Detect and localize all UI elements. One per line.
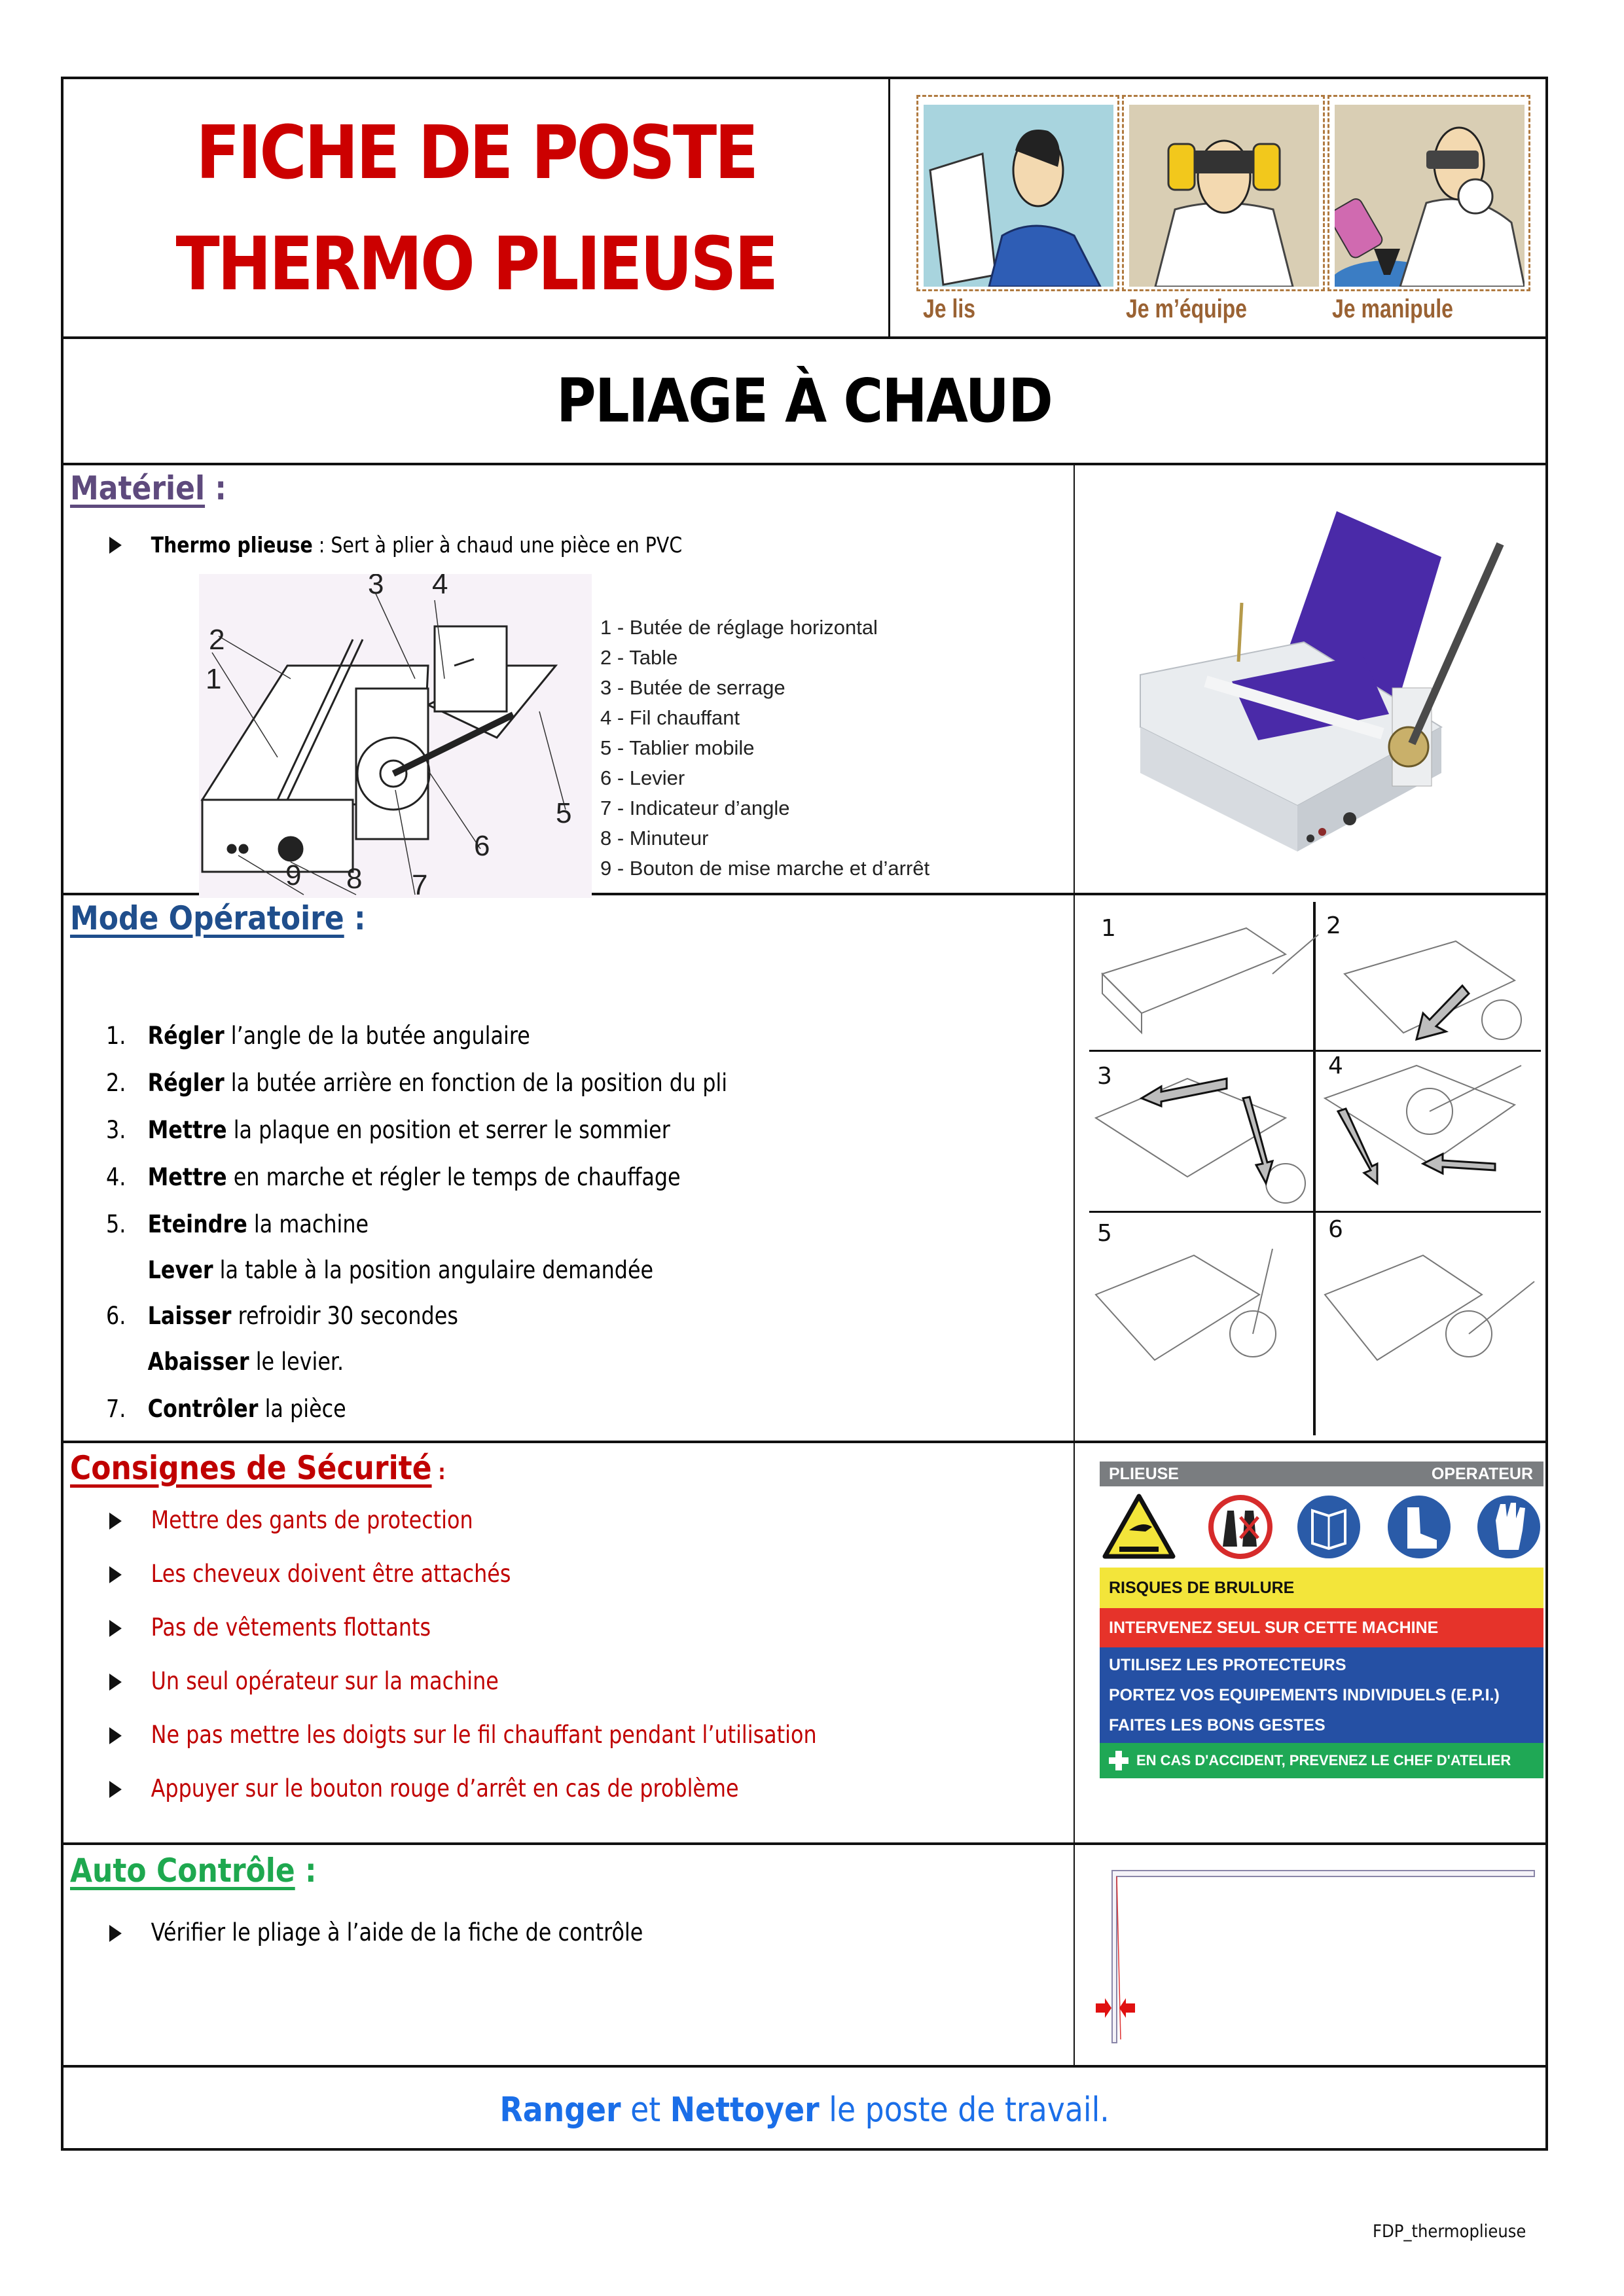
sign-prohibition-text: INTERVENEZ SEUL SUR CETTE MACHINE: [1109, 1618, 1439, 1637]
closing-rest: le poste de travail.: [819, 2090, 1110, 2130]
bend-check-diagram: [1083, 1846, 1541, 2062]
header-divider: [888, 79, 890, 338]
pictogram-read: [916, 95, 1119, 291]
heading-colon: :: [295, 1852, 317, 1890]
legend-item: 4 - Fil chauffant: [600, 706, 740, 729]
pictogram-label: Je lis: [923, 295, 976, 323]
diagram-callout: 3: [368, 574, 384, 600]
steps-illustration: [1089, 902, 1541, 1435]
operation-title-text: PLIAGE À CHAUD: [556, 366, 1053, 436]
step-text: la table à la position angulaire demandée: [213, 1256, 654, 1284]
sign-emergency-band: [1100, 1743, 1543, 1778]
sign-mandatory-band: [1100, 1647, 1543, 1743]
step-item: [106, 1022, 530, 1050]
sign-mandatory-text: UTILISEZ LES PROTECTEURS: [1109, 1655, 1346, 1674]
step-verb: Eteindre: [147, 1210, 247, 1238]
safety-sign: [1092, 1460, 1543, 1831]
step-verb: Régler: [147, 1069, 225, 1097]
step-verb: Régler: [147, 1022, 225, 1050]
arrow-bullet-icon: [109, 1513, 122, 1530]
safety-boots-icon: [1388, 1496, 1451, 1558]
steps-figure: [1089, 902, 1541, 1435]
arrow-bullet-icon: [109, 1566, 122, 1583]
step-verb: Mettre: [147, 1163, 227, 1191]
step-arrow-icon: [1423, 1154, 1495, 1174]
diagram-callout: 1: [206, 663, 222, 695]
title-line-2: THERMO PLIEUSE: [175, 221, 776, 307]
safety-item-text: Les cheveux doivent être attachés: [151, 1560, 511, 1588]
thermo-plieuse-photo: [1101, 492, 1526, 865]
sign-prohibition-band: [1100, 1608, 1543, 1647]
sign-header-right: OPERATEUR: [1431, 1464, 1533, 1483]
job-sheet-table: [61, 77, 1548, 2151]
step-verb: Mettre: [147, 1116, 227, 1144]
step-arrow-icon: [1416, 986, 1469, 1039]
sign-header-left: PLIEUSE: [1109, 1464, 1179, 1483]
row-divider: [63, 1441, 1545, 1443]
putting-on-goggles-icon: [1129, 105, 1319, 287]
safety-item: [109, 1613, 431, 1641]
step-item: [106, 1302, 458, 1330]
step-number: 3.: [106, 1116, 126, 1144]
step-number: 7.: [106, 1395, 126, 1423]
row-divider: [63, 2065, 1545, 2068]
legend-item: 1 - Butée de réglage horizontal: [600, 616, 878, 639]
pictogram-label: Je manipule: [1332, 295, 1453, 323]
legend-item: 3 - Butée de serrage: [600, 676, 785, 699]
diagram-callout: 8: [346, 863, 363, 895]
step-item: [106, 1069, 727, 1097]
safety-item-text: Un seul opérateur sur la machine: [151, 1667, 499, 1695]
no-two-persons-icon: [1211, 1498, 1270, 1556]
step-text: en marche et régler le temps de chauffage: [226, 1163, 681, 1191]
panel-number: 1: [1101, 915, 1116, 942]
legend-item: 7 - Indicateur d’angle: [600, 797, 790, 819]
safety-item: [109, 1667, 499, 1695]
operation-title: [63, 338, 1545, 464]
safety-item-text: Pas de vêtements flottants: [151, 1613, 431, 1641]
step-text: l’angle de la butée angulaire: [224, 1022, 530, 1050]
diagram-callout: 4: [432, 574, 448, 600]
safety-item: [109, 1506, 473, 1534]
step-arrow-icon: [1338, 1109, 1377, 1183]
document-reference: FDP_thermoplieuse: [1373, 2221, 1526, 2242]
step-text: la butée arrière en fonction de la position du pli: [224, 1069, 728, 1097]
securite-heading: [70, 1449, 446, 1487]
pictogram-label: Je m’équipe: [1126, 295, 1247, 323]
arrow-bullet-icon: [109, 1925, 122, 1942]
arrow-bullet-icon: [109, 537, 122, 554]
step-item: [106, 1210, 369, 1238]
step-verb: Contrôler: [147, 1395, 259, 1423]
step-text: la plaque en position et serrer le sommier: [226, 1116, 670, 1144]
panel-number: 2: [1326, 912, 1341, 939]
step-item: [106, 1348, 344, 1376]
step-text: la machine: [247, 1210, 369, 1238]
diagram-callout: 7: [412, 869, 428, 898]
sheet-title: [63, 79, 888, 338]
handling-chemicals-icon: [1335, 105, 1525, 287]
sign-warning-band: [1100, 1568, 1543, 1608]
safety-item-text: Ne pas mettre les doigts sur le fil chauffant pendant l’utilisation: [151, 1721, 817, 1749]
arrow-bullet-icon: [109, 1727, 122, 1744]
arrow-bullet-icon: [109, 1674, 122, 1691]
mode-heading-text: Mode Opératoire: [70, 899, 344, 937]
step-arrow-icon: [1142, 1079, 1227, 1106]
step-item: [106, 1256, 653, 1284]
step-text: le levier.: [249, 1348, 344, 1376]
closing-conj: et: [621, 2090, 670, 2130]
panel-number: 4: [1328, 1052, 1343, 1079]
step-verb: Abaisser: [147, 1348, 249, 1376]
sign-emergency-text: EN CAS D'ACCIDENT, PREVENEZ LE CHEF D'ATELIER: [1136, 1752, 1511, 1768]
heading-colon: :: [205, 469, 226, 507]
sign-icons: [1100, 1491, 1543, 1563]
reading-document-icon: [924, 105, 1113, 287]
read-manual-icon: [1297, 1496, 1360, 1558]
row-divider: [63, 1842, 1545, 1845]
auto-controle-text: Vérifier le pliage à l’aide de la fiche de contrôle: [151, 1918, 643, 1946]
closing-message: [63, 2069, 1545, 2151]
sign-mandatory-text: FAITES LES BONS GESTES: [1109, 1715, 1326, 1734]
heading-colon: :: [431, 1460, 446, 1484]
materiel-heading: [70, 469, 226, 507]
step-number: 5.: [106, 1210, 126, 1238]
legend-item: 2 - Table: [600, 646, 678, 669]
closing-verb-1: Ranger: [499, 2090, 621, 2130]
securite-heading-text: Consignes de Sécurité: [70, 1449, 432, 1487]
closing-verb-2: Nettoyer: [670, 2090, 820, 2130]
sign-header: [1100, 1462, 1543, 1486]
materiel-item-name: Thermo plieuse: [151, 532, 313, 558]
panel-number: 3: [1097, 1063, 1112, 1090]
arrow-bullet-icon: [109, 1620, 122, 1637]
step-item: [106, 1163, 681, 1191]
step-number: 6.: [106, 1302, 126, 1330]
step-verb: Lever: [147, 1256, 213, 1284]
legend-item: 8 - Minuteur: [600, 827, 709, 850]
legend-item: 9 - Bouton de mise marche et d’arrêt: [600, 857, 930, 880]
step-verb: Laisser: [147, 1302, 232, 1330]
column-divider: [1074, 464, 1075, 2066]
left-arrow-icon: [1119, 1998, 1135, 2018]
first-aid-cross-icon: [1109, 1751, 1128, 1770]
gloves-icon: [1477, 1496, 1540, 1558]
diagram-callout: 9: [285, 859, 302, 891]
diagram-legend: [600, 616, 1058, 891]
safety-item-text: Mettre des gants de protection: [151, 1506, 473, 1534]
materiel-item-desc: : Sert à plier à chaud une pièce en PVC: [312, 532, 683, 558]
mode-operatoire-heading: [70, 899, 366, 937]
diagram-callout: 5: [556, 797, 572, 829]
sign-mandatory-text: PORTEZ VOS EQUIPEMENTS INDIVIDUELS (E.P.I.): [1109, 1685, 1500, 1704]
step-item: [106, 1395, 346, 1423]
safety-item-text: Appuyer sur le bouton rouge d’arrêt en cas de problème: [151, 1774, 739, 1803]
burn-hazard-icon: [1105, 1496, 1173, 1556]
thermo-plieuse-diagram: [199, 574, 592, 898]
step-text: refroidir 30 secondes: [231, 1302, 458, 1330]
panel-number: 6: [1328, 1216, 1343, 1243]
heading-colon: :: [344, 899, 366, 937]
diagram-callout: 6: [474, 830, 490, 862]
auto-controle-heading: [70, 1852, 317, 1890]
safety-item: [109, 1774, 739, 1803]
panel-number: 5: [1097, 1220, 1112, 1247]
materiel-heading-text: Matériel: [70, 469, 206, 507]
safety-item: [109, 1721, 817, 1749]
legend-item: 5 - Tablier mobile: [600, 736, 755, 759]
legend-item: 6 - Levier: [600, 766, 685, 789]
pictogram-strip: [916, 95, 1532, 327]
pictogram-equip: [1122, 95, 1325, 291]
step-number: 4.: [106, 1163, 126, 1191]
auto-controle-heading-text: Auto Contrôle: [70, 1852, 295, 1890]
auto-controle-item: [109, 1918, 643, 1946]
sign-warning-text: RISQUES DE BRULURE: [1109, 1578, 1295, 1597]
step-number: 2.: [106, 1069, 126, 1097]
title-line-1: FICHE DE POSTE: [195, 110, 757, 196]
pictogram-handle: [1327, 95, 1530, 291]
safety-item: [109, 1560, 511, 1588]
arrow-bullet-icon: [109, 1781, 122, 1798]
diagram-callout: 2: [209, 624, 225, 656]
step-text: la pièce: [258, 1395, 346, 1423]
step-item: [106, 1116, 670, 1144]
right-arrow-icon: [1096, 1998, 1111, 2018]
step-number: 1.: [106, 1022, 126, 1050]
materiel-item: [109, 532, 682, 558]
